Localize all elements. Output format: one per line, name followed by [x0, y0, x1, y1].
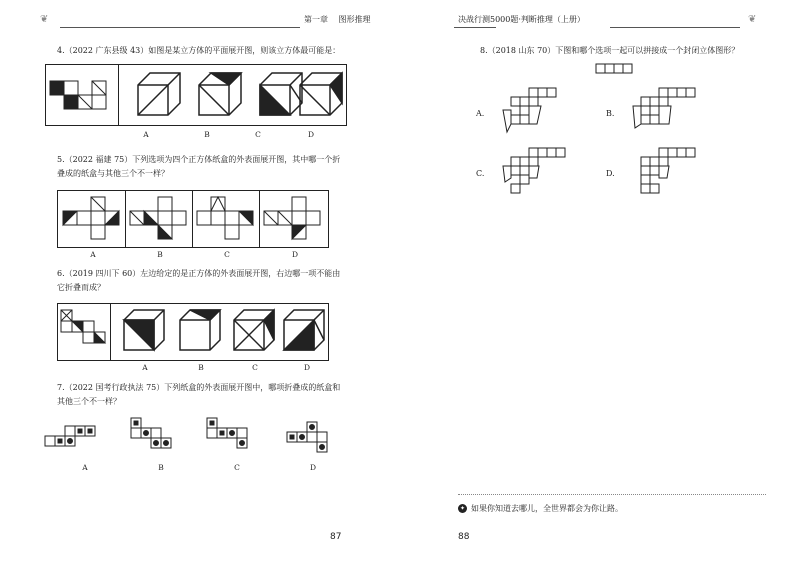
q6-option-c[interactable]: C: [252, 363, 258, 372]
q5-option-d[interactable]: D: [291, 250, 298, 259]
q4-option-c[interactable]: C: [255, 130, 261, 139]
question-6-text-line2: 它折叠而成？: [57, 283, 105, 292]
q8-option-c[interactable]: C.: [476, 169, 485, 178]
q6-option-a[interactable]: A: [142, 363, 148, 372]
question-5-figure: [57, 190, 329, 248]
q4-option-b[interactable]: B: [204, 130, 210, 139]
question-6-text-line1: 6.（2019 四川下 60）左边给定的是正方体的外表面展开图，右边哪一项不能由: [57, 269, 341, 278]
book-title-header: 决战行测5000题·判断推理（上册）: [458, 15, 585, 24]
question-6-drawings: [58, 304, 328, 360]
question-5-drawings: [58, 191, 328, 247]
q7-option-c[interactable]: C: [234, 463, 240, 472]
q5-option-b[interactable]: B: [157, 250, 163, 259]
q8-option-d[interactable]: D.: [606, 169, 615, 178]
question-6-figure: [57, 303, 329, 361]
question-4-drawings: [46, 65, 346, 125]
question-8-text: 8.（2018 山东 70）下图和哪个选项一起可以拼接成一个封闭立体图形？: [480, 46, 740, 55]
q7-option-a[interactable]: A: [82, 463, 88, 472]
q7-option-d[interactable]: D: [309, 463, 316, 472]
chapter-title: 图形推理: [338, 15, 371, 24]
question-8-drawings: [400, 0, 800, 200]
q6-option-b[interactable]: B: [198, 363, 204, 372]
question-4-text: 4.（2022 广东县级 43）如图是某立方体的平面展开图，则该立方体最可能是：: [57, 46, 341, 55]
leaf-icon: ❦: [40, 14, 49, 25]
right-page: [400, 0, 800, 566]
q4-option-a[interactable]: A: [143, 130, 149, 139]
question-7-drawings: [45, 418, 345, 462]
q8-option-a[interactable]: A.: [476, 109, 485, 118]
q7-option-b[interactable]: B: [158, 463, 164, 472]
q4-option-d[interactable]: D: [307, 130, 314, 139]
q5-option-c[interactable]: C: [224, 250, 230, 259]
q6-option-d[interactable]: D: [303, 363, 310, 372]
page-number-left: 87: [330, 532, 342, 542]
question-5-text-line1: 5.（2022 福建 75）下列选项为四个正方体纸盒的外表面展开图，其中哪一个折: [57, 155, 341, 164]
lightbulb-icon: ✦: [459, 505, 466, 512]
footer-motto: [458, 503, 623, 514]
chapter-number: 第一章: [304, 15, 328, 24]
chapter-header: [304, 14, 371, 25]
page-number-right: 88: [458, 532, 470, 542]
q8-option-b[interactable]: B.: [606, 109, 615, 118]
question-5-text-line2: 叠成的纸盒与其他三个不一样？: [57, 169, 169, 178]
header-rule: [60, 27, 300, 28]
question-7-text-line1: 7.（2022 国考行政执法 75）下列纸盒的外表面展开图中，哪项折叠成的纸盒和: [57, 383, 341, 392]
motto-text: 如果你知道去哪儿，全世界都会为你让路。: [471, 504, 623, 513]
question-4-figure: [45, 64, 347, 126]
question-7-text-line2: 其他三个不一样？: [57, 397, 121, 406]
leaf-icon: ❦: [748, 14, 757, 25]
q5-option-a[interactable]: A: [90, 250, 96, 259]
footer-rule: [458, 494, 766, 495]
